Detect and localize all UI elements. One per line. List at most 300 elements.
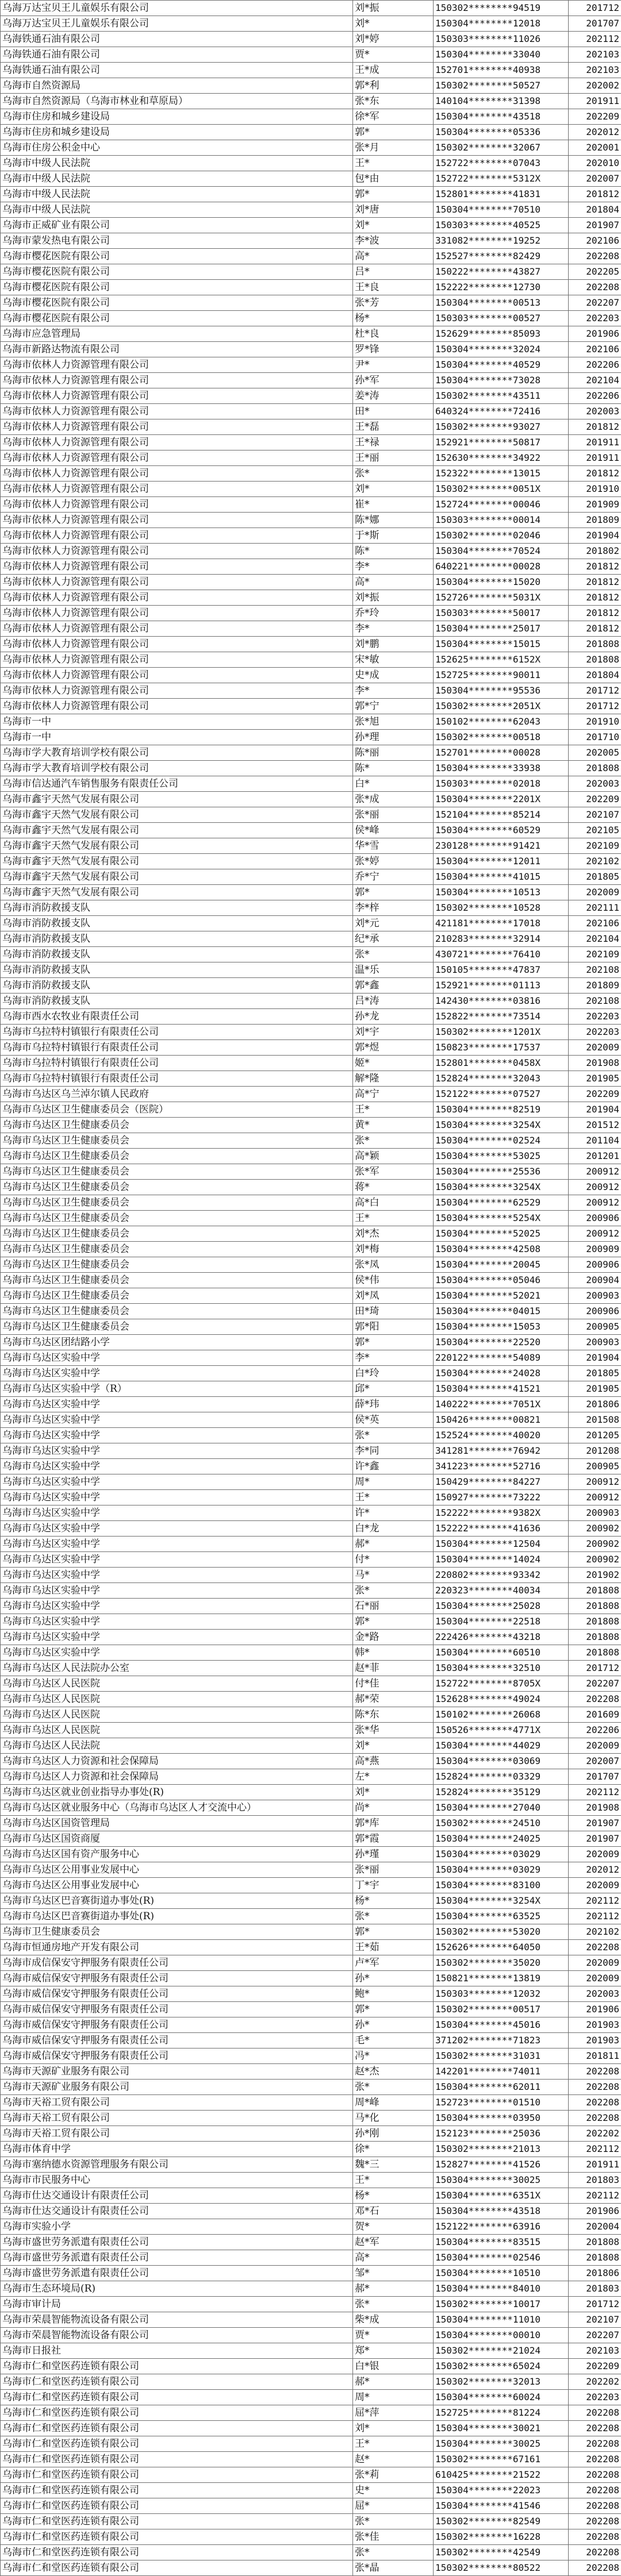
name-cell: 白*龙 [353, 1521, 434, 1537]
id-number-cell: 220122********54089 [434, 1350, 569, 1366]
id-number-cell: 150426********00821 [434, 1412, 569, 1428]
id-number-cell: 150304********3254X [434, 1118, 569, 1133]
company-cell: 乌海市乌达区就业创业指导办事处(R) [1, 1785, 353, 1800]
name-cell: 杨* [353, 311, 434, 326]
date-cell: 201904 [569, 1102, 621, 1118]
table-row [1, 1164, 621, 1180]
date-cell: 200912 [569, 1490, 621, 1505]
id-number-cell: 150304********24025 [434, 1831, 569, 1847]
company-cell: 乌海市仕达交通设计有限责任公司 [1, 2204, 353, 2219]
date-cell: 202208 [569, 2467, 621, 2483]
company-cell: 乌海市乌达区卫生健康委员会 [1, 1118, 353, 1133]
company-cell: 乌海市实验小学 [1, 2219, 353, 2235]
id-number-cell: 150304********70510 [434, 202, 569, 218]
company-cell: 乌海市依林人力资源管理有限公司 [1, 606, 353, 621]
id-number-cell: 152827********41526 [434, 2157, 569, 2173]
date-cell: 202103 [569, 63, 621, 78]
date-cell: 201905 [569, 1071, 621, 1087]
name-cell: 王*丽 [353, 450, 434, 466]
id-number-cell: 150302********1201X [434, 1025, 569, 1040]
id-number-cell: 150304********53025 [434, 1149, 569, 1164]
name-cell: 刘* [353, 2421, 434, 2436]
date-cell: 201707 [569, 1769, 621, 1785]
date-cell: 202208 [569, 1692, 621, 1707]
table-row [1, 621, 621, 637]
name-cell: 许*鑫 [353, 1459, 434, 1474]
id-number-cell: 150302********32067 [434, 140, 569, 156]
date-cell: 202107 [569, 807, 621, 823]
date-cell: 202108 [569, 994, 621, 1009]
table-row [1, 1, 621, 16]
id-number-cell: 152726********5031X [434, 590, 569, 606]
date-cell: 201809 [569, 978, 621, 994]
id-number-cell: 150304********03029 [434, 1862, 569, 1878]
table-row [1, 1661, 621, 1676]
table-row [1, 78, 621, 94]
company-cell: 乌海市乌达区实验中学 [1, 1490, 353, 1505]
date-cell: 202206 [569, 357, 621, 373]
date-cell: 201803 [569, 2281, 621, 2297]
table-row [1, 1412, 621, 1428]
company-cell: 乌海市乌达区人民法院 [1, 1738, 353, 1754]
table-row [1, 497, 621, 513]
company-cell: 乌海市乌达区实验中学 [1, 1583, 353, 1599]
table-row [1, 528, 621, 544]
date-cell: 202108 [569, 962, 621, 978]
company-cell: 乌海市仁和堂医药连锁有限公司 [1, 2498, 353, 2514]
date-cell: 200903 [569, 1335, 621, 1350]
company-cell: 乌海市乌达区卫生健康委员会 [1, 1242, 353, 1257]
date-cell: 200912 [569, 1164, 621, 1180]
name-cell: 卢*军 [353, 1955, 434, 1971]
table-row [1, 2405, 621, 2421]
id-number-cell: 152630********34922 [434, 450, 569, 466]
id-number-cell: 640324********72416 [434, 404, 569, 419]
date-cell: 202102 [569, 854, 621, 869]
name-cell: 李* [353, 683, 434, 699]
table-row [1, 342, 621, 357]
name-cell: 王*茹 [353, 1940, 434, 1955]
company-cell: 乌海市盛世劳务派遣有限责任公司 [1, 2235, 353, 2250]
name-cell: 华*雪 [353, 838, 434, 854]
id-number-cell: 150303********00527 [434, 311, 569, 326]
table-row [1, 1474, 621, 1490]
company-cell: 乌海市乌拉特村镇银行有限责任公司 [1, 1071, 353, 1087]
table-row [1, 2235, 621, 2250]
date-cell: 202102 [569, 1924, 621, 1940]
table-row [1, 1288, 621, 1304]
table-row [1, 1940, 621, 1955]
id-number-cell: 150105********47837 [434, 962, 569, 978]
date-cell: 202007 [569, 171, 621, 187]
date-cell: 201908 [569, 1800, 621, 1816]
table-row [1, 140, 621, 156]
id-number-cell: 152222********12730 [434, 280, 569, 295]
name-cell: 白*玲 [353, 1366, 434, 1381]
name-cell: 刘*元 [353, 916, 434, 931]
id-number-cell: 152222********41636 [434, 1521, 569, 1537]
company-cell: 乌海市依林人力资源管理有限公司 [1, 435, 353, 450]
table-row [1, 94, 621, 109]
company-cell: 乌海市应急管理局 [1, 326, 353, 342]
table-row [1, 1769, 621, 1785]
date-cell: 202002 [569, 78, 621, 94]
company-cell: 乌海市依林人力资源管理有限公司 [1, 497, 353, 513]
company-cell: 乌海市中级人民法院 [1, 202, 353, 218]
company-cell: 乌海市樱花医院有限公司 [1, 264, 353, 280]
id-number-cell: 152122********07527 [434, 1087, 569, 1102]
company-cell: 乌海市恒通房地产开发有限公司 [1, 1940, 353, 1955]
name-cell: 高*颖 [353, 1149, 434, 1164]
company-cell: 乌海市依林人力资源管理有限公司 [1, 373, 353, 388]
date-cell: 201911 [569, 435, 621, 450]
date-cell: 201808 [569, 2235, 621, 2250]
name-cell: 李*梓 [353, 900, 434, 916]
id-number-cell: 150304********00010 [434, 2328, 569, 2343]
date-cell: 202104 [569, 931, 621, 947]
table-row [1, 1087, 621, 1102]
id-number-cell: 150304********42508 [434, 1242, 569, 1257]
name-cell: 王*良 [353, 280, 434, 295]
company-cell: 乌海市乌达区实验中学 [1, 1614, 353, 1630]
table-row [1, 249, 621, 264]
name-cell: 解*隆 [353, 1071, 434, 1087]
id-number-cell: 150927********73222 [434, 1490, 569, 1505]
name-cell: 邱* [353, 1381, 434, 1397]
id-number-cell: 150302********21024 [434, 2343, 569, 2359]
id-number-cell: 421181********17018 [434, 916, 569, 931]
date-cell: 201808 [569, 637, 621, 652]
id-number-cell: 150304********60024 [434, 2390, 569, 2405]
date-cell: 201805 [569, 869, 621, 885]
company-cell: 乌海市住房和城乡建设局 [1, 109, 353, 125]
id-number-cell: 150304********83100 [434, 1878, 569, 1893]
id-number-cell: 152722********07043 [434, 156, 569, 171]
date-cell: 202208 [569, 2405, 621, 2421]
date-cell: 202112 [569, 1785, 621, 1800]
date-cell: 201812 [569, 559, 621, 575]
company-cell: 乌海市体育中学 [1, 2142, 353, 2157]
id-number-cell: 152801********0458X [434, 1056, 569, 1071]
date-cell: 201812 [569, 187, 621, 202]
company-cell: 乌海市乌达区卫生健康委员会 [1, 1164, 353, 1180]
table-row [1, 885, 621, 900]
name-cell: 毛* [353, 2033, 434, 2049]
id-number-cell: 150303********00014 [434, 513, 569, 528]
date-cell: 201104 [569, 1133, 621, 1149]
name-cell: 陈*丽 [353, 745, 434, 761]
table-row [1, 1133, 621, 1149]
company-cell: 乌海市仁和堂医药连锁有限公司 [1, 2359, 353, 2374]
date-cell: 201903 [569, 2033, 621, 2049]
company-cell: 乌海市成信保安守押服务有限责任公司 [1, 1955, 353, 1971]
table-row [1, 1257, 621, 1273]
date-cell: 202208 [569, 1940, 621, 1955]
company-cell: 乌海市鑫宇天然气发展有限公司 [1, 854, 353, 869]
name-cell: 丁*宇 [353, 1878, 434, 1893]
table-row [1, 1878, 621, 1893]
name-cell: 张*月 [353, 140, 434, 156]
id-number-cell: 150304********3254X [434, 1893, 569, 1909]
name-cell: 史* [353, 2483, 434, 2498]
name-cell: 郭*霞 [353, 1831, 434, 1847]
name-cell: 郭*库 [353, 1816, 434, 1831]
name-cell: 周* [353, 2390, 434, 2405]
date-cell: 201802 [569, 544, 621, 559]
name-cell: 左* [353, 1769, 434, 1785]
date-cell: 202205 [569, 264, 621, 280]
date-cell: 202208 [569, 2111, 621, 2126]
name-cell: 纪*承 [353, 931, 434, 947]
company-cell: 乌海市仁和堂医药连锁有限公司 [1, 2483, 353, 2498]
name-cell: 徐* [353, 2142, 434, 2157]
table-row [1, 1180, 621, 1195]
name-cell: 郝* [353, 2374, 434, 2390]
name-cell: 张*华 [353, 1723, 434, 1738]
company-cell: 乌海市市民服务中心 [1, 2173, 353, 2188]
company-cell: 乌海市乌达区卫生健康委员会 [1, 1257, 353, 1273]
id-number-cell: 150303********50017 [434, 606, 569, 621]
name-cell: 刘*宇 [353, 1025, 434, 1040]
date-cell: 202109 [569, 838, 621, 854]
company-cell: 乌海市西水农牧业有限责任公司 [1, 1009, 353, 1025]
company-cell: 乌海市依林人力资源管理有限公司 [1, 637, 353, 652]
table-row [1, 1459, 621, 1474]
company-cell: 乌海市消防救援支队 [1, 900, 353, 916]
id-number-cell: 430721********76410 [434, 947, 569, 962]
name-cell: 高* [353, 2250, 434, 2266]
name-cell: 刘* [353, 218, 434, 233]
table-row [1, 1211, 621, 1226]
table-row [1, 668, 621, 683]
company-cell: 乌海市鑫宇天然气发展有限公司 [1, 838, 353, 854]
table-row [1, 404, 621, 419]
table-row [1, 1568, 621, 1583]
company-cell: 乌海市依林人力资源管理有限公司 [1, 621, 353, 637]
name-cell: 郭*煜 [353, 1040, 434, 1056]
name-cell: 刘* [353, 1738, 434, 1754]
table-row [1, 776, 621, 792]
company-cell: 乌海市乌达区卫生健康委员会 [1, 1211, 353, 1226]
table-row [1, 1366, 621, 1381]
date-cell: 201808 [569, 1630, 621, 1645]
table-row [1, 2343, 621, 2359]
name-cell: 王* [353, 1490, 434, 1505]
date-cell: 202206 [569, 388, 621, 404]
date-cell: 200912 [569, 1195, 621, 1211]
company-cell: 乌海市乌达区国资商厦 [1, 1831, 353, 1847]
table-row [1, 1754, 621, 1769]
table-row [1, 2560, 621, 2576]
id-number-cell: 150304********03069 [434, 1754, 569, 1769]
table-row [1, 1226, 621, 1242]
name-cell: 杜*良 [353, 326, 434, 342]
name-cell: 郭* [353, 187, 434, 202]
name-cell: 赵* [353, 2452, 434, 2467]
name-cell: 乔*玲 [353, 606, 434, 621]
name-cell: 王*禄 [353, 435, 434, 450]
name-cell: 李* [353, 1350, 434, 1366]
company-cell: 乌海市依林人力资源管理有限公司 [1, 466, 353, 482]
name-cell: 郭*鑫 [353, 978, 434, 994]
id-number-cell: 341281********76942 [434, 1443, 569, 1459]
id-number-cell: 150304********32510 [434, 1661, 569, 1676]
table-row [1, 218, 621, 233]
company-cell: 乌海市塞纳德水资源管理服务有限公司 [1, 2157, 353, 2173]
company-cell: 乌海市住房和城乡建设局 [1, 125, 353, 140]
id-number-cell: 150304********33040 [434, 47, 569, 63]
name-cell: 高*白 [353, 1195, 434, 1211]
date-cell: 201907 [569, 218, 621, 233]
table-row [1, 699, 621, 714]
date-cell: 200906 [569, 1304, 621, 1319]
table-row [1, 233, 621, 249]
date-cell: 201902 [569, 1568, 621, 1583]
id-number-cell: 150302********02046 [434, 528, 569, 544]
company-cell: 乌海市消防救援支队 [1, 947, 353, 962]
company-cell: 乌海市乌达区卫生健康委员会 [1, 1180, 353, 1195]
company-cell: 乌海市依林人力资源管理有限公司 [1, 544, 353, 559]
id-number-cell: 152524********40020 [434, 1428, 569, 1443]
name-cell: 孙* [353, 1971, 434, 1986]
table-row [1, 2017, 621, 2033]
id-number-cell: 152724********00046 [434, 497, 569, 513]
name-cell: 王* [353, 1211, 434, 1226]
date-cell: 201609 [569, 1707, 621, 1723]
name-cell: 李* [353, 559, 434, 575]
company-cell: 乌海市新路达物流有限公司 [1, 342, 353, 357]
table-row [1, 590, 621, 606]
table-row [1, 2529, 621, 2545]
name-cell: 王* [353, 2436, 434, 2452]
table-row [1, 1676, 621, 1692]
id-number-cell: 230128********91421 [434, 838, 569, 854]
name-cell: 郭*宁 [353, 699, 434, 714]
id-number-cell: 150821********13819 [434, 1971, 569, 1986]
table-row [1, 931, 621, 947]
name-cell: 张*旭 [353, 714, 434, 730]
company-cell: 乌海万达宝贝王儿童娱乐有限公司 [1, 1, 353, 16]
id-number-cell: 152104********85214 [434, 807, 569, 823]
table-row [1, 823, 621, 838]
company-cell: 乌海市仁和堂医药连锁有限公司 [1, 2467, 353, 2483]
table-row [1, 2049, 621, 2064]
date-cell: 202009 [569, 1878, 621, 1893]
table-row [1, 761, 621, 776]
company-cell: 乌海铁通石油有限公司 [1, 32, 353, 47]
name-cell: 贾* [353, 47, 434, 63]
name-cell: 刘*鹏 [353, 637, 434, 652]
company-cell: 乌海市依林人力资源管理有限公司 [1, 513, 353, 528]
date-cell: 202209 [569, 2359, 621, 2374]
name-cell: 韩* [353, 1645, 434, 1661]
id-number-cell: 150302********82549 [434, 2514, 569, 2529]
date-cell: 201911 [569, 2157, 621, 2173]
table-row [1, 1381, 621, 1397]
table-row [1, 1924, 621, 1940]
name-cell: 包*由 [353, 171, 434, 187]
table-row [1, 2142, 621, 2157]
company-cell: 乌海市乌达区国有资产服务中心 [1, 1847, 353, 1862]
company-cell: 乌海市樱花医院有限公司 [1, 295, 353, 311]
date-cell: 202003 [569, 404, 621, 419]
id-number-cell: 150304********33938 [434, 761, 569, 776]
name-cell: 张*丽 [353, 1862, 434, 1878]
date-cell: 202208 [569, 2436, 621, 2452]
company-cell: 乌海市依林人力资源管理有限公司 [1, 388, 353, 404]
date-cell: 201812 [569, 606, 621, 621]
id-number-cell: 152626********64050 [434, 1940, 569, 1955]
id-number-cell: 150304********5254X [434, 1211, 569, 1226]
id-number-cell: 150304********43518 [434, 109, 569, 125]
date-cell: 202202 [569, 2374, 621, 2390]
date-cell: 201812 [569, 466, 621, 482]
name-cell: 郭* [353, 1335, 434, 1350]
table-row [1, 947, 621, 962]
table-row [1, 1614, 621, 1630]
name-cell: 罗*锋 [353, 342, 434, 357]
company-cell: 乌海市仁和堂医药连锁有限公司 [1, 2560, 353, 2576]
name-cell: 贾* [353, 2328, 434, 2343]
name-cell: 赵*杰 [353, 2064, 434, 2080]
company-cell: 乌海市中级人民法院 [1, 171, 353, 187]
table-row [1, 1986, 621, 2002]
id-number-cell: 152701********40938 [434, 63, 569, 78]
id-number-cell: 152527********82429 [434, 249, 569, 264]
date-cell: 200912 [569, 1226, 621, 1242]
id-number-cell: 150304********95536 [434, 683, 569, 699]
date-cell: 202010 [569, 156, 621, 171]
table-row [1, 2483, 621, 2498]
id-number-cell: 150304********03950 [434, 2111, 569, 2126]
name-cell: 乔*宁 [353, 869, 434, 885]
id-number-cell: 150302********21013 [434, 2142, 569, 2157]
table-row [1, 575, 621, 590]
company-cell: 乌海市乌达区实验中学 [1, 1428, 353, 1443]
id-number-cell: 150304********83515 [434, 2235, 569, 2250]
table-row [1, 2188, 621, 2204]
name-cell: 田*琦 [353, 1304, 434, 1319]
table-row [1, 1707, 621, 1723]
id-number-cell: 150302********67161 [434, 2452, 569, 2467]
name-cell: 尚* [353, 1800, 434, 1816]
name-cell: 石*丽 [353, 1599, 434, 1614]
table-row [1, 1056, 621, 1071]
date-cell: 201906 [569, 2002, 621, 2017]
date-cell: 201812 [569, 621, 621, 637]
name-cell: 刘* [353, 482, 434, 497]
id-number-cell: 150302********42549 [434, 2545, 569, 2560]
company-cell: 乌海市生态环境局(R) [1, 2281, 353, 2297]
id-number-cell: 150304********27040 [434, 1800, 569, 1816]
id-number-cell: 150302********35020 [434, 1955, 569, 1971]
name-cell: 高*宁 [353, 1087, 434, 1102]
table-row [1, 1831, 621, 1847]
name-cell: 李* [353, 621, 434, 637]
id-number-cell: 331082********19252 [434, 233, 569, 249]
company-cell: 乌海市鑫宇天然气发展有限公司 [1, 807, 353, 823]
table-row [1, 2033, 621, 2049]
date-cell: 202207 [569, 295, 621, 311]
date-cell: 200902 [569, 1552, 621, 1568]
table-row [1, 1025, 621, 1040]
company-cell: 乌海市依林人力资源管理有限公司 [1, 559, 353, 575]
name-cell: 屈* [353, 2498, 434, 2514]
company-cell: 乌海市乌达区人民医院 [1, 1707, 353, 1723]
company-cell: 乌海市威信保安守押服务有限责任公司 [1, 2049, 353, 2064]
date-cell: 201710 [569, 730, 621, 745]
table-row [1, 1599, 621, 1614]
